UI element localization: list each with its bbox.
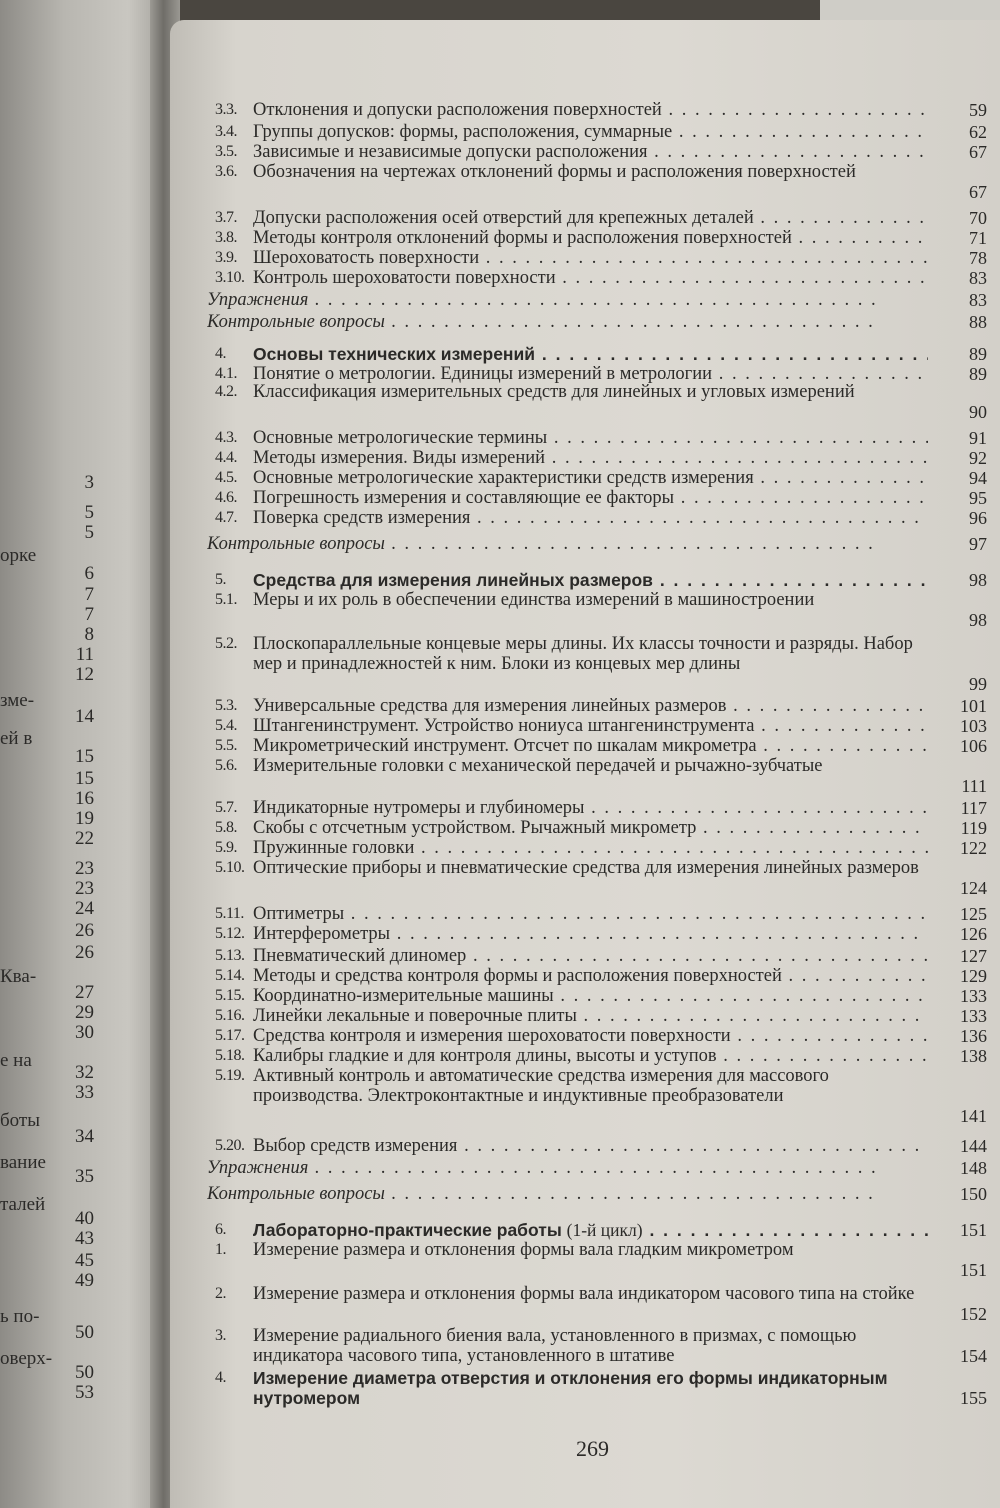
toc-entry [215,1240,985,1280]
toc-entry [215,1284,985,1324]
toc-entry [215,162,985,202]
toc-entry-page: 83 [969,268,987,288]
toc-entry-title-text: Отклонения и допуски расположения поверхностей [253,100,662,120]
toc-entry-page: 119 [960,818,987,838]
toc-entry-title-text: Универсальные средства для измерения линейных размеров [253,696,727,716]
toc-entry-page: 152 [960,1304,987,1324]
toc-entry [215,364,985,384]
toc-entry [215,590,985,630]
toc-entry-number: 5.7. [215,799,237,816]
left-page-fragment: ь по- [0,1306,40,1327]
toc-entry-title [253,818,928,838]
toc-entry-title-text: Меры и их роль в обеспечении единства измерений в машиностроении [253,590,815,610]
toc-entry-title-text: Микрометрический инструмент. Отсчет по шкалам микрометра [253,736,757,756]
toc-entry [215,696,985,716]
toc-entry-title-text: Методы и средства контроля формы и расположения поверхностей [253,966,782,986]
toc-entry-page: 133 [960,1006,987,1026]
toc-entry [215,798,985,818]
toc-entry-title-text: Классификация измерительных средств для линейных и угловых измерений [253,382,855,402]
left-page-number: 23 [75,858,94,879]
toc-entry [207,534,987,554]
toc-entry-page: 71 [969,228,987,248]
toc-entry-page: 151 [960,1260,987,1280]
toc-entry-title [253,100,928,120]
toc-entry-title [207,1158,882,1178]
toc-entry-title [253,248,928,268]
toc-entry-page: 111 [961,776,987,796]
left-page-number: 32 [75,1062,94,1083]
toc-entry [215,268,985,288]
toc-entry-number: 1. [215,1241,226,1258]
toc-entry-title [253,838,928,858]
toc-entry-title-text: Скобы с отсчетным устройством. Рычажный микрометр [253,818,697,838]
left-page-number: 34 [75,1126,94,1147]
left-page-number: 3 [84,472,94,493]
toc-entry-title [253,1046,928,1066]
toc-entry-title [253,590,928,630]
toc-entry [215,1026,985,1046]
toc-entry-page: 106 [960,736,987,756]
toc-entry-page: 89 [969,364,987,384]
toc-entry-page: 154 [960,1346,987,1366]
toc-entry-title [253,696,928,716]
left-page-number: 7 [84,584,94,605]
left-page-number: 50 [75,1362,94,1383]
toc-entry-title [253,904,928,924]
toc-entry-number: 4.6. [215,489,237,506]
toc-entry-page: 88 [969,312,987,332]
left-page-number: 5 [84,522,94,543]
left-page-number: 19 [75,808,94,829]
toc-entry-title-text: Методы контроля отклонений формы и расположения поверхностей [253,228,792,248]
page-number: 269 [576,1436,609,1461]
toc-entry [215,228,985,248]
toc-entry-title [253,858,928,898]
toc-entry-number: 5.11. [215,905,244,922]
toc-entry-page: 103 [960,716,987,736]
left-page-fragment: талей [0,1194,46,1215]
left-page-number: 35 [75,1166,94,1187]
toc-entry-page: 67 [969,182,987,202]
left-page-number: 29 [75,1002,94,1023]
toc-entry-page: 136 [960,1026,987,1046]
toc-entry-title-text: Оптиметры [253,904,345,924]
toc-entry-number: 5.3. [215,697,237,714]
toc-entry-title [253,634,928,694]
toc-entry-title-text: Измерение размера и отклонения формы вала индикатором часового типа на стойке [253,1284,915,1304]
toc-entry-page: 59 [969,100,987,120]
toc-entry-title [253,1326,928,1366]
toc-entry-title [253,1066,928,1126]
toc-entry-page: 96 [969,508,987,528]
toc-entry-page: 94 [969,468,987,488]
toc-entry-number: 4.1. [215,365,237,382]
toc-entry [215,1136,985,1156]
toc-entry [215,716,985,736]
toc-entry-number: 5. [215,571,226,588]
toc-entry-page: 89 [969,344,987,364]
toc-entry-title [253,344,928,364]
left-page-number: 7 [84,604,94,625]
toc-entry-title-text: Контрольные вопросы [207,534,385,554]
toc-entry-page: 155 [960,1388,987,1408]
toc-entry-number: 5.19. [215,1067,245,1084]
toc-entry-title-text: Измерение диаметра отверстия и отклонения его формы индикаторным нутромером [253,1368,888,1408]
toc-entry-number: 3.6. [215,163,237,180]
toc-entry-title-text: Упражнения [207,290,309,310]
toc-entry-title-text: Плоскопараллельные концевые меры длины. Их классы точности и разряды. Набор мер и принадлежностей к ним. Блоки из концевых мер длины [253,634,913,674]
toc-entry-page: 138 [960,1046,987,1066]
toc-entry-number: 5.9. [215,839,237,856]
toc-entry-number: 5.20. [215,1137,245,1154]
left-page-number: 16 [75,788,94,809]
toc-entry-title-text: Выбор средств измерения [253,1136,458,1156]
toc-entry-number: 5.2. [215,635,237,652]
toc-entry-page: 92 [969,448,987,468]
toc-entry-title-text: Пружинные головки [253,838,415,858]
toc-entry-title [253,1026,928,1046]
left-page-number: 50 [75,1322,94,1343]
toc-entry-number: 5.18. [215,1047,245,1064]
toc-entry-number: 3.7. [215,209,237,226]
left-page-number: 33 [75,1082,94,1103]
toc-entry-title [253,1368,928,1408]
toc-entry-number: 5.13. [215,947,245,964]
left-page-number: 26 [75,942,94,963]
toc-entry-title-text: Зависимые и независимые допуски расположения [253,142,648,162]
left-page-fragment: орке [0,545,37,566]
toc-entry-title [253,162,928,202]
toc-entry-title-text: Измерение радиального биения вала, установленного в призмах, с помощью индикатора часового типа, установленного в штативе [253,1326,857,1366]
toc-entry-page: 122 [960,838,987,858]
toc-entry-title [253,924,928,944]
toc-entry-title [253,1284,928,1324]
toc-entry-title [253,736,928,756]
toc-entry-title [253,756,928,796]
toc-entry-page: 144 [960,1136,987,1156]
toc-entry-title-text: Оптические приборы и пневматические средства для измерения линейных размеров [253,858,919,878]
toc-entry [215,208,985,228]
toc-entry-title-text: Индикаторные нутромеры и глубиномеры [253,798,585,818]
left-page-number: 5 [84,502,94,523]
toc-entry [215,1066,985,1126]
toc-entry-page: 98 [969,570,987,590]
toc-entry [215,1006,985,1026]
left-page-fragment: боты [0,1110,40,1131]
toc-entry [215,344,985,364]
left-page-number: 14 [75,706,94,727]
toc-entry-page: 126 [960,924,987,944]
toc-entry [215,924,985,944]
toc-entry-page: 67 [969,142,987,162]
toc-entry-page: 83 [969,290,987,310]
toc-entry-page: 150 [960,1184,987,1204]
toc-entry-title [253,488,928,508]
toc-entry [215,986,985,1006]
toc-entry-title-suffix: (1-й цикл) [566,1220,643,1240]
toc-entry-number: 5.6. [215,757,237,774]
toc-entry-title-text: Основные метрологические термины [253,428,548,448]
toc-entry-title [253,364,928,384]
toc-entry-number: 3.10. [215,269,245,286]
toc-entry-title [253,1006,928,1026]
toc-entry-page: 133 [960,986,987,1006]
toc-entry-number: 6. [215,1221,226,1238]
toc-entry-number: 5.8. [215,819,237,836]
toc-entry-number: 3.3. [215,101,237,118]
toc-entry [215,122,985,142]
left-page-number: 15 [75,746,94,767]
toc-entry-page: 97 [969,534,987,554]
toc-entry [215,838,985,858]
toc-entry-title [253,716,928,736]
toc-entry-number: 3.5. [215,143,237,160]
toc-entry-title [253,1240,928,1280]
toc-entry-title-text: Группы допусков: формы, расположения, суммарные [253,122,673,142]
toc-entry-title-text: Активный контроль и автоматические средства измерения для массового производства. Электроконтактные и индуктивные преобразователи [253,1066,829,1106]
toc-entry-title [253,946,928,966]
toc-entry-number: 5.17. [215,1027,245,1044]
toc-entry-title-text: Средства контроля и измерения шероховатости поверхности [253,1026,731,1046]
toc-entry [215,248,985,268]
toc-entry-number: 5.15. [215,987,245,1004]
toc-entry-page: 125 [960,904,987,924]
toc-entry [207,290,987,310]
toc-entry-title [253,382,928,422]
toc-entry-number: 5.16. [215,1007,245,1024]
left-page-number: 11 [75,644,94,665]
toc-entry [207,1158,987,1178]
toc-entry [215,736,985,756]
toc-entry-number: 5.5. [215,737,237,754]
toc-entry-title-text: Основы технических измерений [253,344,536,364]
toc-entry-number: 2. [215,1285,226,1302]
toc-entry-number: 3.4. [215,123,237,140]
toc-entry-page: 91 [969,428,987,448]
toc-entry-title-text: Линейки лекальные и поверочные плиты [253,1006,577,1026]
toc-entry-title-text: Поверка средств измерения [253,508,471,528]
toc-entry [215,508,985,528]
toc-entry-page: 124 [960,878,987,898]
left-page-number: 8 [84,624,94,645]
toc-entry-title [253,208,928,228]
toc-entry [215,1046,985,1066]
toc-entry-title [253,228,928,248]
left-page-number: 22 [75,828,94,849]
toc-entry [215,382,985,422]
left-page-number: 40 [75,1208,94,1229]
toc-entry [215,756,985,796]
toc-entry-title-text: Понятие о метрологии. Единицы измерений в метрологии [253,364,713,384]
left-page-fragment: Ква- [0,966,37,987]
toc-entry [215,858,985,898]
toc-entry-title-text: Измерение размера и отклонения формы вала гладким микрометром [253,1240,794,1260]
toc-entry-number: 4.5. [215,469,237,486]
toc-entry-title-text: Основные метрологические характеристики средств измерения [253,468,754,488]
toc-entry-number: 4. [215,345,226,362]
toc-entry-title [253,1220,928,1240]
toc-entry-page: 117 [960,798,987,818]
left-page-fragment: зме- [0,690,35,711]
toc-entry-page: 70 [969,208,987,228]
toc-entry-page: 127 [960,946,987,966]
toc-entry-page: 95 [969,488,987,508]
toc-entry-title [253,798,928,818]
left-page-number: 15 [75,768,94,789]
toc-entry-title [253,966,928,986]
left-page-number: 49 [75,1270,94,1291]
toc-entry [215,946,985,966]
toc-entry-title-text: Упражнения [207,1158,309,1178]
toc-entry-title-text: Погрешность измерения и составляющие ее факторы [253,488,675,508]
toc-entry-title-text: Калибры гладкие и для контроля длины, высоты и уступов [253,1046,717,1066]
toc-entry-number: 5.4. [215,717,237,734]
toc-entry-number: 3.9. [215,249,237,266]
left-page-number: 12 [75,664,94,685]
toc-entry-number: 4.7. [215,509,237,526]
toc-entry-title-text: Штангенинструмент. Устройство нониуса штангенинструмента [253,716,755,736]
toc-entry-title [207,290,882,310]
toc-entry-title [253,570,928,590]
toc-entry [215,1368,985,1408]
toc-entry-page: 129 [960,966,987,986]
left-page-number: 26 [75,920,94,941]
toc-entry-title [253,1136,928,1156]
left-page-number: 53 [75,1382,94,1403]
toc-entry-title [253,508,928,528]
toc-entry-page: 101 [960,696,987,716]
toc-entry-title-text: Контрольные вопросы [207,1184,385,1204]
toc-entry-page: 151 [960,1220,987,1240]
left-page-number: 43 [75,1228,94,1249]
toc-entry-title [207,312,882,332]
toc-entry [215,142,985,162]
toc-entry-title [253,142,928,162]
toc-entry-number: 5.12. [215,925,245,942]
toc-entry-number: 4.2. [215,383,237,400]
toc-entry-title-text: Допуски расположения осей отверстий для крепежных деталей [253,208,754,228]
toc-entry-title [253,122,928,142]
toc-entry-page: 90 [969,402,987,422]
toc-entry [207,312,987,332]
toc-entry-title-text: Интерферометры [253,924,391,944]
toc-entry-page: 141 [960,1106,987,1126]
toc-entry [215,448,985,468]
toc-entry-title [207,534,882,554]
left-page-number: 6 [84,563,94,584]
toc-entry-number: 5.1. [215,591,237,608]
toc-entry [215,634,985,694]
toc-entry [215,468,985,488]
toc-entry-title-text: Контроль шероховатости поверхности [253,268,556,288]
toc-entry-number: 4. [215,1369,226,1386]
toc-entry [215,818,985,838]
left-page-number: 45 [75,1250,94,1271]
toc-entry-number: 3.8. [215,229,237,246]
toc-entry [215,1220,985,1240]
left-page-number: 30 [75,1022,94,1043]
left-page-fragment: вание [0,1152,46,1173]
left-page-number: 24 [75,898,94,919]
toc-entry-title-text: Измерительные головки с механической передачей и рычажно-зубчатые [253,756,823,776]
left-page [0,0,160,1508]
left-page-fragment: е на [0,1050,32,1071]
toc-entry-page: 78 [969,248,987,268]
toc-entry-page: 99 [969,674,987,694]
toc-entry-page: 62 [969,122,987,142]
left-page-number: 27 [75,982,94,1003]
toc-entry-title-text: Обозначения на чертежах отклонений формы и расположения поверхностей [253,162,856,182]
toc-entry-title [253,428,928,448]
toc-entry-title-text: Координатно-измерительные машины [253,986,554,1006]
left-page-fragment: ей в [0,728,33,749]
left-page-fragment: оверх- [0,1348,53,1369]
toc-entry-title-text: Контрольные вопросы [207,312,385,332]
toc-entry-number: 5.14. [215,967,245,984]
toc-entry-title [253,468,928,488]
toc-entry-page: 98 [969,610,987,630]
toc-entry [215,100,985,120]
toc-entry [215,904,985,924]
toc-entry-title-text: Средства для измерения линейных размеров [253,570,653,590]
left-page-number: 23 [75,878,94,899]
toc-entry-title [207,1184,882,1204]
toc-entry-page: 148 [960,1158,987,1178]
toc-entry-title [253,268,928,288]
toc-entry-title-text: Пневматический длиномер [253,946,467,966]
toc-entry [215,570,985,590]
toc-entry [215,966,985,986]
toc-entry-title-text: Лабораторно-практические работы [253,1220,562,1240]
toc-entry-title-text: Шероховатость поверхности [253,248,480,268]
toc-entry [207,1184,987,1204]
toc-entry-number: 5.10. [215,859,245,876]
toc-entry-title [253,986,928,1006]
toc-entry-number: 4.4. [215,449,237,466]
toc-entry-title-text: Методы измерения. Виды измерений [253,448,546,468]
toc-entry [215,1326,985,1366]
toc-entry-number: 4.3. [215,429,237,446]
toc-entry [215,488,985,508]
toc-entry [215,428,985,448]
toc-entry-number: 3. [215,1327,226,1344]
toc-entry-title [253,448,928,468]
